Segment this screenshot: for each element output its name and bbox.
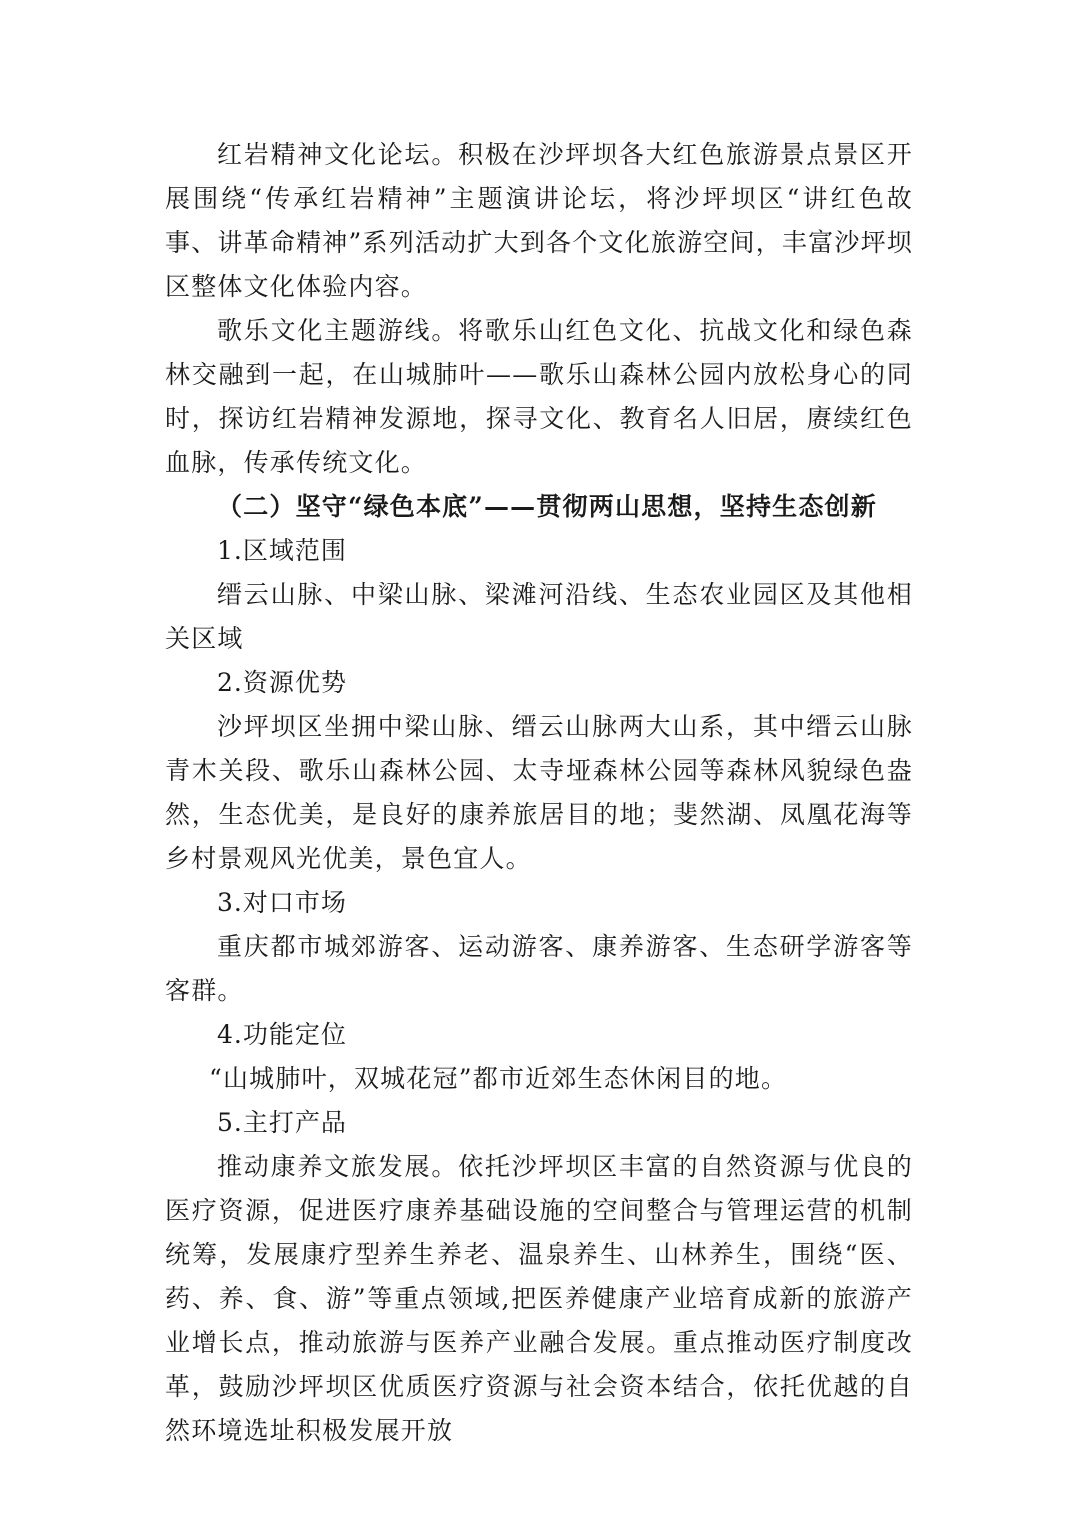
subheading-main-products: 5.主打产品	[217, 1108, 347, 1137]
section-heading-green-base: （二）坚守“绿色本底”——贯彻两山思想，坚持生态创新	[217, 492, 877, 521]
paragraph-resource-advantage: 沙坪坝区坐拥中梁山脉、缙云山脉两大山系，其中缙云山脉青木关段、歌乐山森林公园、太寺垭森林公园等森林风貌绿色盎然，生态优美，是良好的康养旅居目的地；斐然湖、凤凰花海等乡村景观风光优美，景色宜人。	[165, 712, 913, 873]
document-page	[165, 133, 913, 1453]
paragraph-red-rock-forum: 红岩精神文化论坛。积极在沙坪坝各大红色旅游景点景区开展围绕“传承红岩精神”主题演讲论坛，将沙坪坝区“讲红色故事、讲革命精神”系列活动扩大到各个文化旅游空间，丰富沙坪坝区整体文化体验内容。	[165, 140, 913, 301]
subheading-area-scope: 1.区域范围	[217, 536, 347, 565]
paragraph-function-positioning: “山城肺叶，双城花冠”都市近郊生态休闲目的地。	[209, 1064, 788, 1093]
subheading-resource-advantage: 2.资源优势	[217, 668, 347, 697]
paragraph-main-products: 推动康养文旅发展。依托沙坪坝区丰富的自然资源与优良的医疗资源，促进医疗康养基础设施的空间整合与管理运营的机制统筹，发展康疗型养生养老、温泉养生、山林养生，围绕“医、药、养、食、游”等重点领域,把医养健康产业培育成新的旅游产业增长点，推动旅游与医养产业融合发展。重点推动医疗制度改革，鼓励沙坪坝区优质医疗资源与社会资本结合，依托优越的自然环境选址积极发展开放	[165, 1152, 913, 1445]
paragraph-area-scope: 缙云山脉、中梁山脉、梁滩河沿线、生态农业园区及其他相关区域	[165, 580, 913, 653]
subheading-target-market: 3.对口市场	[217, 888, 347, 917]
subheading-function-positioning: 4.功能定位	[217, 1020, 347, 1049]
paragraph-target-market: 重庆都市城郊游客、运动游客、康养游客、生态研学游客等客群。	[165, 932, 913, 1005]
paragraph-gele-theme-route: 歌乐文化主题游线。将歌乐山红色文化、抗战文化和绿色森林交融到一起，在山城肺叶——歌乐山森林公园内放松身心的同时，探访红岩精神发源地，探寻文化、教育名人旧居，赓续红色血脉，传承传统文化。	[165, 316, 913, 477]
